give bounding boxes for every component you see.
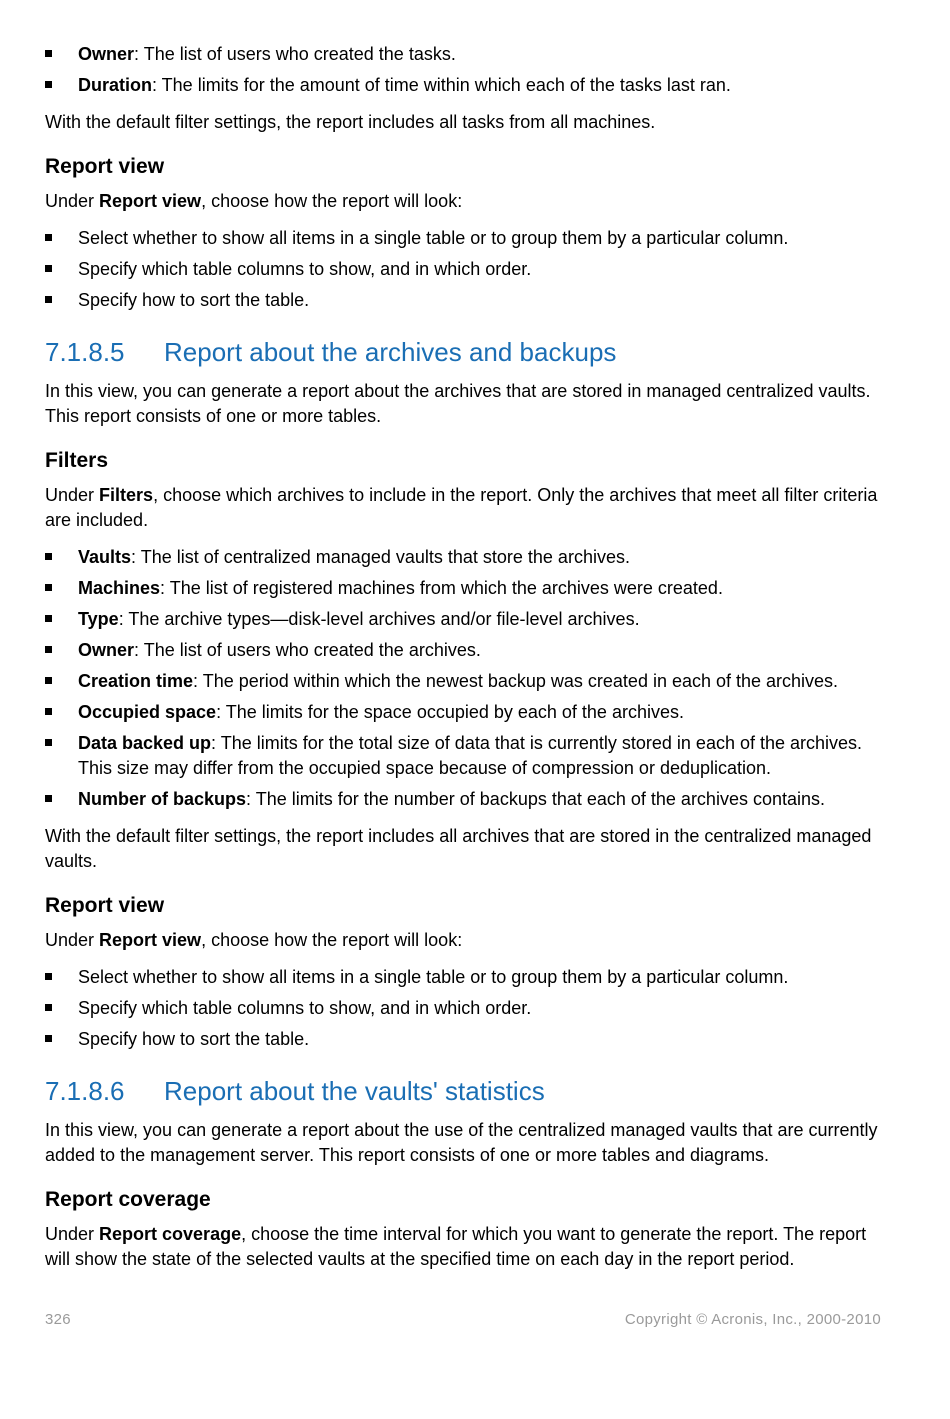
bullet-square-icon — [45, 296, 52, 303]
list-item: Type: The archive types—disk-level archives and/or file-level archives. — [45, 607, 885, 632]
bullet-square-icon — [45, 584, 52, 591]
list-item: Select whether to show all items in a single table or to group them by a particular column. — [45, 965, 885, 990]
list-item: Creation time: The period within which the newest backup was created in each of the archives. — [45, 669, 885, 694]
list-item: Data backed up: The limits for the total size of data that is currently stored in each of the archives. This size may differ from the occupied space because of compression or deduplication. — [45, 731, 885, 781]
bullet-square-icon — [45, 708, 52, 715]
list-item: Vaults: The list of centralized managed vaults that store the archives. — [45, 545, 885, 570]
paragraph: Under Report coverage, choose the time interval for which you want to generate the report. The report will show the state of the selected vaults at the specified time on each day in the report period. — [45, 1224, 867, 1269]
bullet-square-icon — [45, 234, 52, 241]
bullet-square-icon — [45, 81, 52, 88]
bullet-square-icon — [45, 646, 52, 653]
page-footer — [45, 1311, 881, 1328]
subheading-report-view: Report view — [45, 155, 165, 178]
filters-list — [45, 545, 885, 812]
bullet-square-icon — [45, 615, 52, 622]
list-item: Owner: The list of users who created the tasks. — [45, 42, 885, 67]
bullet-square-icon — [45, 1035, 52, 1042]
section-number: 7.1.8.5 — [45, 337, 125, 367]
paragraph: With the default filter settings, the report includes all archives that are stored in the centralized managed vaults. — [45, 826, 872, 871]
paragraph: Under Filters, choose which archives to include in the report. Only the archives that meet all filter criteria are included. — [45, 485, 878, 530]
bullet-square-icon — [45, 677, 52, 684]
report-view-list — [45, 965, 885, 1052]
list-item: Occupied space: The limits for the space occupied by each of the archives. — [45, 700, 885, 725]
bullet-square-icon — [45, 795, 52, 802]
section-heading-7-1-8-5 — [45, 335, 885, 369]
list-item: Owner: The list of users who created the archives. — [45, 638, 885, 663]
list-item: Number of backups: The limits for the number of backups that each of the archives contains. — [45, 787, 885, 812]
document-page — [45, 42, 885, 1284]
report-view-list — [45, 226, 885, 313]
list-item: Duration: The limits for the amount of time within which each of the tasks last ran. — [45, 73, 885, 98]
paragraph: Under Report view, choose how the report will look: — [45, 191, 463, 211]
paragraph: In this view, you can generate a report about the use of the centralized managed vaults that are currently added to the management server. This report consists of one or more tables and diagrams. — [45, 1120, 878, 1165]
bullet-square-icon — [45, 739, 52, 746]
subheading-filters: Filters — [45, 449, 109, 472]
subheading-report-coverage: Report coverage — [45, 1188, 211, 1211]
list-item: Specify how to sort the table. — [45, 1027, 885, 1052]
subheading-report-view: Report view — [45, 894, 165, 917]
bullet-square-icon — [45, 553, 52, 560]
section-title: Report about the archives and backups — [164, 337, 617, 367]
bullet-square-icon — [45, 50, 52, 57]
bullet-square-icon — [45, 973, 52, 980]
section-heading-7-1-8-6 — [45, 1074, 885, 1108]
section-number: 7.1.8.6 — [45, 1076, 125, 1106]
list-item: Machines: The list of registered machines from which the archives were created. — [45, 576, 885, 601]
list-item: Specify how to sort the table. — [45, 288, 885, 313]
list-item: Select whether to show all items in a single table or to group them by a particular column. — [45, 226, 885, 251]
list-item: Specify which table columns to show, and in which order. — [45, 257, 885, 282]
paragraph: Under Report view, choose how the report will look: — [45, 930, 463, 950]
bullet-square-icon — [45, 265, 52, 272]
bullet-square-icon — [45, 1004, 52, 1011]
page-number: 326 — [45, 1311, 71, 1328]
list-item: Specify which table columns to show, and in which order. — [45, 996, 885, 1021]
section-title: Report about the vaults' statistics — [164, 1076, 545, 1106]
copyright-notice: Copyright © Acronis, Inc., 2000-2010 — [624, 1311, 881, 1328]
paragraph: In this view, you can generate a report about the archives that are stored in managed centralized vaults. This report consists of one or more tables. — [45, 381, 871, 426]
top-bullet-list — [45, 42, 885, 98]
paragraph: With the default filter settings, the report includes all tasks from all machines. — [45, 112, 656, 132]
